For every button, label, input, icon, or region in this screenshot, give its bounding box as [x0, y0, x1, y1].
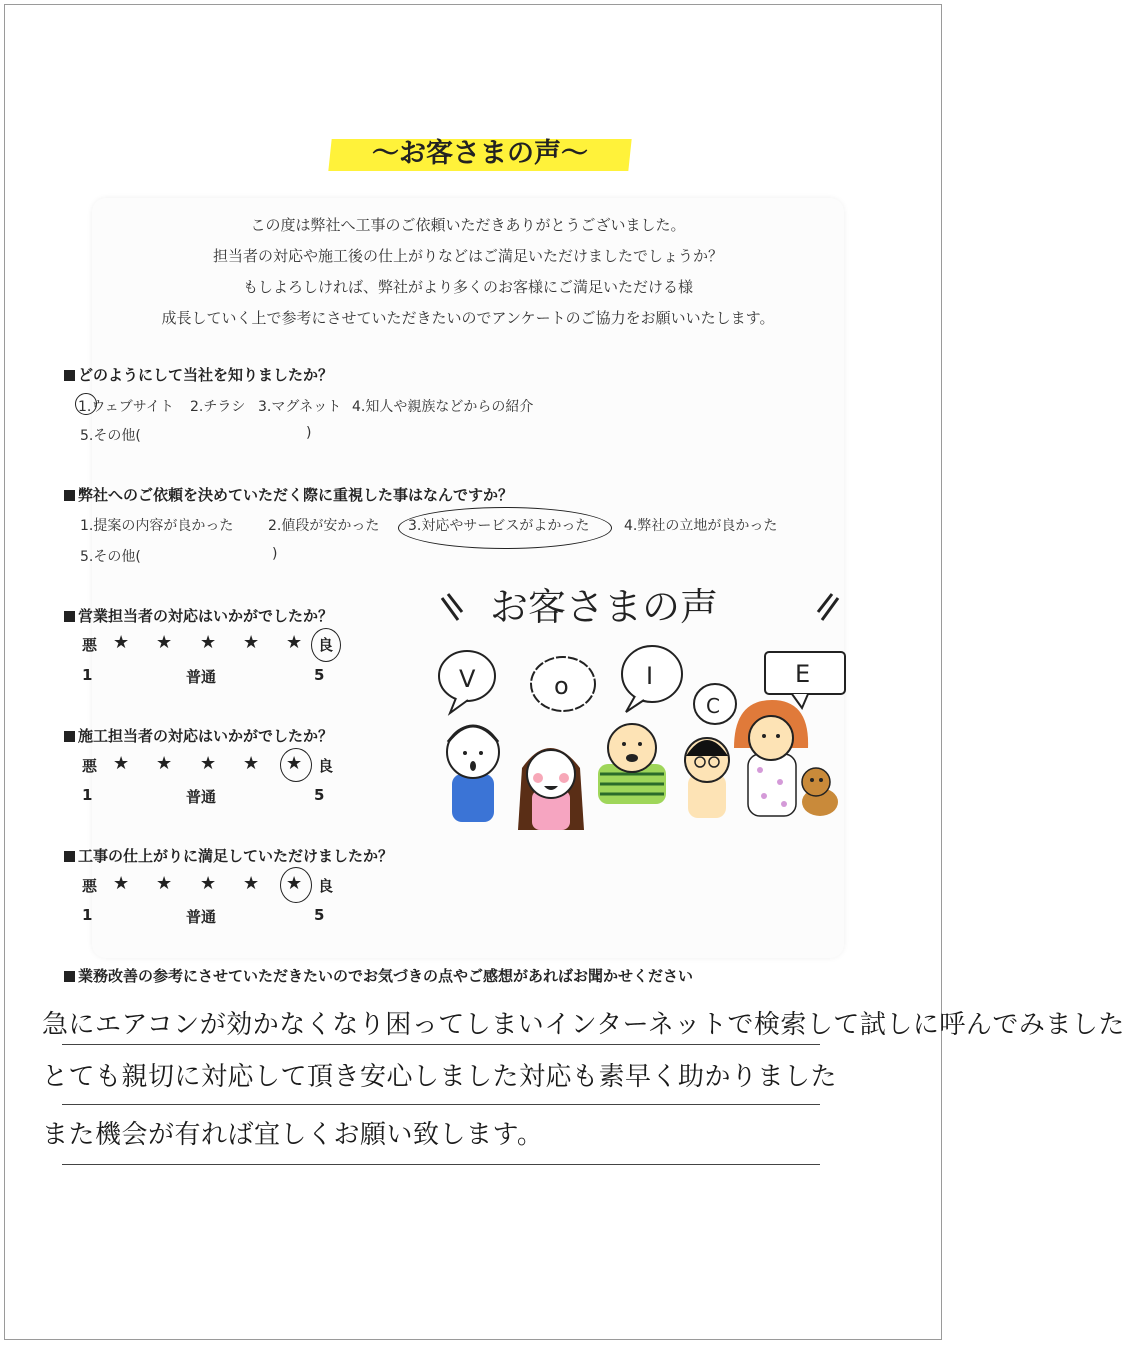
bubble-e: E: [795, 660, 811, 688]
intro-line-2: 担当者の対応や施工後の仕上がりなどはご満足いただけましたでしょうか？: [212, 247, 723, 265]
q5-bad-label: 悪: [82, 877, 98, 895]
q4-good-label: 良: [318, 757, 334, 775]
q1-option-5[interactable]: 5.その他(: [80, 428, 141, 444]
q5-scale-mid: 普通: [186, 908, 217, 926]
q3-scale-low: 1: [82, 666, 93, 684]
q3-good-label: 良: [318, 636, 334, 654]
q2-selection-circle: [398, 507, 612, 549]
q3-star-2[interactable]: ★: [156, 632, 173, 653]
question-5: 工事の仕上がりに満足していただけましたか？: [64, 845, 393, 866]
q1-option-2[interactable]: 2.チラシ: [190, 399, 246, 415]
bubble-c: C: [706, 694, 720, 718]
q5-star-5[interactable]: ★: [286, 873, 303, 894]
q4-scale-mid: 普通: [186, 788, 217, 806]
q3-bad-label: 悪: [82, 636, 98, 654]
q4-star-2[interactable]: ★: [156, 753, 173, 774]
answer-line-1: 急にエアコンが効かなくなり困ってしまいインターネットで検索して試しに呼んでみました: [42, 1010, 1125, 1040]
q2-option-3[interactable]: 3.対応やサービスがよかった: [408, 518, 590, 534]
q4-star-3[interactable]: ★: [200, 753, 217, 774]
page-title: ～お客さまの声～: [372, 138, 588, 169]
q5-star-2[interactable]: ★: [156, 873, 173, 894]
q2-option-4[interactable]: 4.弊社の立地が良かった: [624, 518, 778, 534]
q3-selection-circle: [311, 628, 341, 662]
answer-rule-3: [62, 1164, 820, 1165]
answer-rule-2: [62, 1104, 820, 1105]
person-2-icon: [518, 748, 584, 830]
q5-selection-circle: [280, 867, 312, 903]
bubble-o: o: [554, 672, 569, 700]
q2-option-2[interactable]: 2.値段が安かった: [268, 518, 380, 534]
right-accent-icon: [818, 594, 838, 620]
answer-rule-1: [62, 1044, 820, 1045]
q4-selection-circle: [280, 748, 312, 782]
person-1-icon: [447, 726, 499, 822]
q5-star-1[interactable]: ★: [113, 873, 130, 894]
person-5-icon: [734, 700, 808, 816]
q3-scale-high: 5: [314, 666, 325, 684]
question-2: 弊社へのご依頼を決めていただく際に重視した事はなんですか？: [64, 484, 513, 505]
q2-option-5[interactable]: 5.その他(: [80, 549, 141, 565]
question-4: 施工担当者の対応はいかがでしたか？: [64, 725, 333, 746]
q3-star-5[interactable]: ★: [286, 632, 303, 653]
q5-star-4[interactable]: ★: [243, 873, 260, 894]
intro-line-1: この度は弊社へ工事のご依頼いただきありがとうございました。: [250, 216, 686, 234]
q1-selection-circle: [75, 393, 97, 415]
intro-line-3: もしよろしければ、弊社がより多くのお客様にご満足いただける様: [242, 278, 693, 296]
q3-star-3[interactable]: ★: [200, 632, 217, 653]
intro-line-4: 成長していく上で参考にさせていただきたいのでアンケートのご協力をお願いいたします。: [161, 309, 775, 327]
question-3: 営業担当者の対応はいかがでしたか？: [64, 605, 333, 626]
q3-star-1[interactable]: ★: [113, 632, 130, 653]
left-accent-icon: [442, 594, 462, 620]
bubble-i: I: [646, 662, 654, 690]
q5-good-label: 良: [318, 877, 334, 895]
q2-option-5-close: ): [272, 546, 278, 562]
q1-option-4[interactable]: 4.知人や親族などからの紹介: [352, 399, 534, 415]
question-6: 業務改善の参考にさせていただきたいのでお気づきの点やご感想があればお聞かせください: [64, 965, 693, 986]
person-4-icon: [685, 738, 729, 818]
q1-option-5-close: ): [306, 425, 312, 441]
q2-option-1[interactable]: 1.提案の内容が良かった: [80, 518, 234, 534]
answer-line-3: また機会が有れば宜しくお願い致します。: [42, 1120, 544, 1150]
q5-star-3[interactable]: ★: [200, 873, 217, 894]
q4-scale-high: 5: [314, 786, 325, 804]
q5-scale-high: 5: [314, 906, 325, 924]
person-3-icon: [598, 724, 666, 804]
bubble-v: V: [459, 665, 476, 693]
q3-star-4[interactable]: ★: [243, 632, 260, 653]
q3-scale-mid: 普通: [186, 668, 217, 686]
customer-voice-illustration: [430, 578, 850, 830]
q4-bad-label: 悪: [82, 757, 98, 775]
illustration-title: お客さまの声: [490, 585, 719, 629]
dog-icon: [802, 768, 838, 816]
title-block: [330, 133, 630, 175]
q1-option-1[interactable]: 1.ウェブサイト: [78, 399, 174, 415]
q5-scale-low: 1: [82, 906, 93, 924]
question-1: どのようにして当社を知りましたか？: [64, 364, 333, 385]
q1-option-3[interactable]: 3.マグネット: [258, 399, 342, 415]
q4-scale-low: 1: [82, 786, 93, 804]
q4-star-4[interactable]: ★: [243, 753, 260, 774]
answer-line-2: とても親切に対応して頂き安心しました対応も素早く助かりました: [42, 1062, 838, 1092]
q4-star-1[interactable]: ★: [113, 753, 130, 774]
q4-star-5[interactable]: ★: [286, 753, 303, 774]
